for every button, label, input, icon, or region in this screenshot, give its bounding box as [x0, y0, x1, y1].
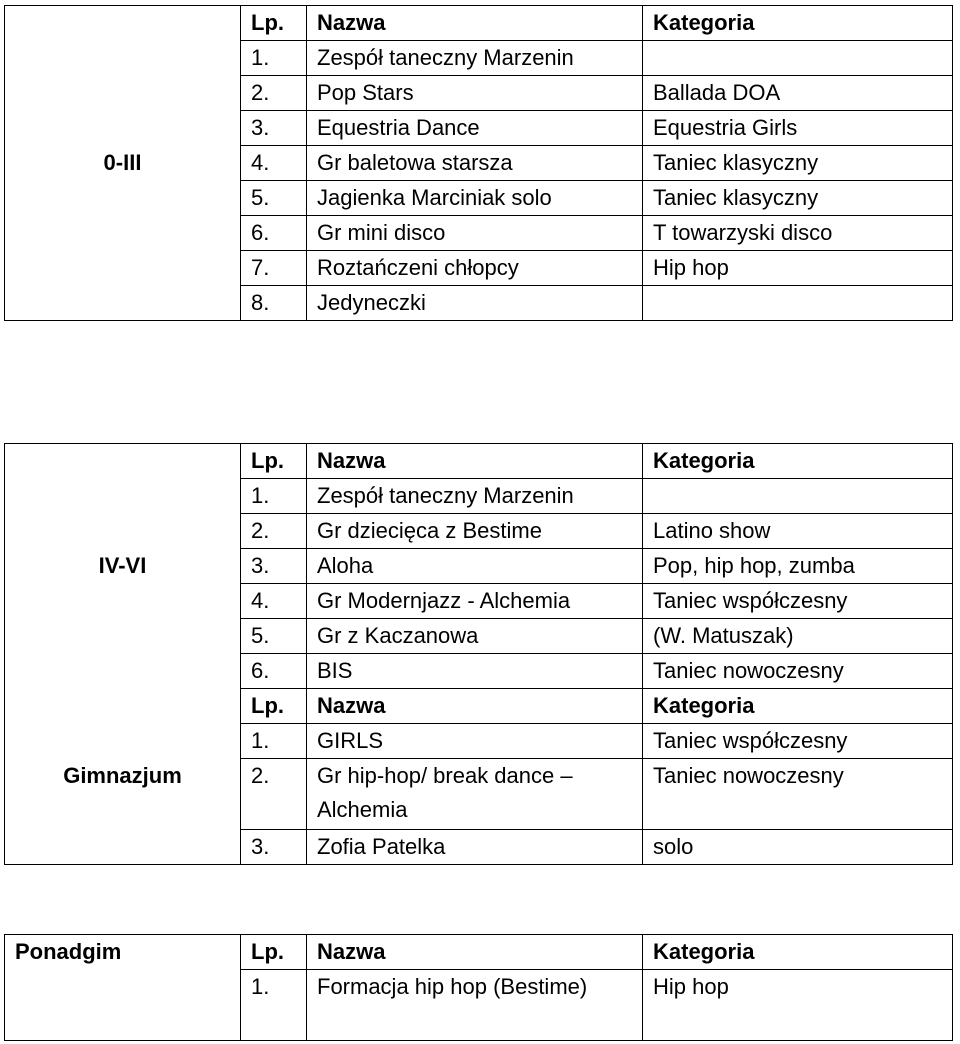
header-lp: Lp.: [241, 935, 307, 970]
table-iv-vi-gimnazjum: [4, 443, 953, 865]
row-category: Ballada DOA: [643, 76, 953, 111]
row-category: [643, 479, 953, 514]
row-name: Roztańczeni chłopcy: [307, 251, 643, 286]
header-category: Kategoria: [643, 935, 953, 970]
row-category: Equestria Girls: [643, 111, 953, 146]
row-category: Taniec współczesny: [643, 584, 953, 619]
row-category: Taniec współczesny: [643, 724, 953, 759]
header-category: Kategoria: [643, 689, 953, 724]
header-lp: Lp.: [241, 6, 307, 41]
row-lp: 2.: [241, 759, 307, 830]
row-category: [643, 41, 953, 76]
row-name: Pop Stars: [307, 76, 643, 111]
row-lp: 4.: [241, 146, 307, 181]
row-lp: 1.: [241, 724, 307, 759]
row-name: Gr Modernjazz - Alchemia: [307, 584, 643, 619]
row-name: Jagienka Marciniak solo: [307, 181, 643, 216]
row-name: Jedyneczki: [307, 286, 643, 321]
group-label: 0-III: [5, 6, 241, 321]
row-lp: 2.: [241, 76, 307, 111]
row-category: Taniec nowoczesny: [643, 759, 953, 830]
row-lp: 7.: [241, 251, 307, 286]
row-category: Hip hop: [643, 970, 953, 1041]
header-row: [5, 444, 953, 479]
header-lp: Lp.: [241, 444, 307, 479]
group-label: IV-VI: [5, 444, 241, 689]
row-lp: 1.: [241, 41, 307, 76]
row-name: Gr baletowa starsza: [307, 146, 643, 181]
row-category: Taniec klasyczny: [643, 146, 953, 181]
row-name: GIRLS: [307, 724, 643, 759]
row-category: solo: [643, 830, 953, 865]
row-category: Pop, hip hop, zumba: [643, 549, 953, 584]
row-lp: 5.: [241, 619, 307, 654]
row-lp: 1.: [241, 479, 307, 514]
row-lp: 8.: [241, 286, 307, 321]
row-lp: 3.: [241, 111, 307, 146]
row-name: Equestria Dance: [307, 111, 643, 146]
row-name: Zofia Patelka: [307, 830, 643, 865]
row-category: Taniec klasyczny: [643, 181, 953, 216]
group-label: Gimnazjum: [5, 689, 241, 865]
row-name: Zespół taneczny Marzenin: [307, 479, 643, 514]
row-name: Gr dziecięca z Bestime: [307, 514, 643, 549]
row-name: Gr z Kaczanowa: [307, 619, 643, 654]
table-0-iii: [4, 5, 953, 321]
header-name: Nazwa: [307, 444, 643, 479]
row-category: [643, 286, 953, 321]
row-category: T towarzyski disco: [643, 216, 953, 251]
group-label: Ponadgim: [5, 935, 241, 1041]
row-name: Gr hip-hop/ break dance – Alchemia: [307, 759, 643, 830]
row-category: Taniec nowoczesny: [643, 654, 953, 689]
row-name: Aloha: [307, 549, 643, 584]
row-name: Gr mini disco: [307, 216, 643, 251]
row-lp: 5.: [241, 181, 307, 216]
header-row: [5, 935, 953, 970]
header-name: Nazwa: [307, 935, 643, 970]
row-lp: 3.: [241, 549, 307, 584]
row-name: BIS: [307, 654, 643, 689]
row-lp: 1.: [241, 970, 307, 1041]
header-category: Kategoria: [643, 444, 953, 479]
row-category: Hip hop: [643, 251, 953, 286]
row-lp: 4.: [241, 584, 307, 619]
header-name: Nazwa: [307, 6, 643, 41]
header-lp: Lp.: [241, 689, 307, 724]
row-category: Latino show: [643, 514, 953, 549]
table-ponadgim: [4, 934, 953, 1041]
row-lp: 6.: [241, 216, 307, 251]
row-name: Zespół taneczny Marzenin: [307, 41, 643, 76]
row-lp: 3.: [241, 830, 307, 865]
header-category: Kategoria: [643, 6, 953, 41]
header-row: [5, 689, 953, 724]
header-row: [5, 6, 953, 41]
header-name: Nazwa: [307, 689, 643, 724]
row-lp: 2.: [241, 514, 307, 549]
row-category: (W. Matuszak): [643, 619, 953, 654]
row-name: Formacja hip hop (Bestime): [307, 970, 643, 1041]
row-lp: 6.: [241, 654, 307, 689]
